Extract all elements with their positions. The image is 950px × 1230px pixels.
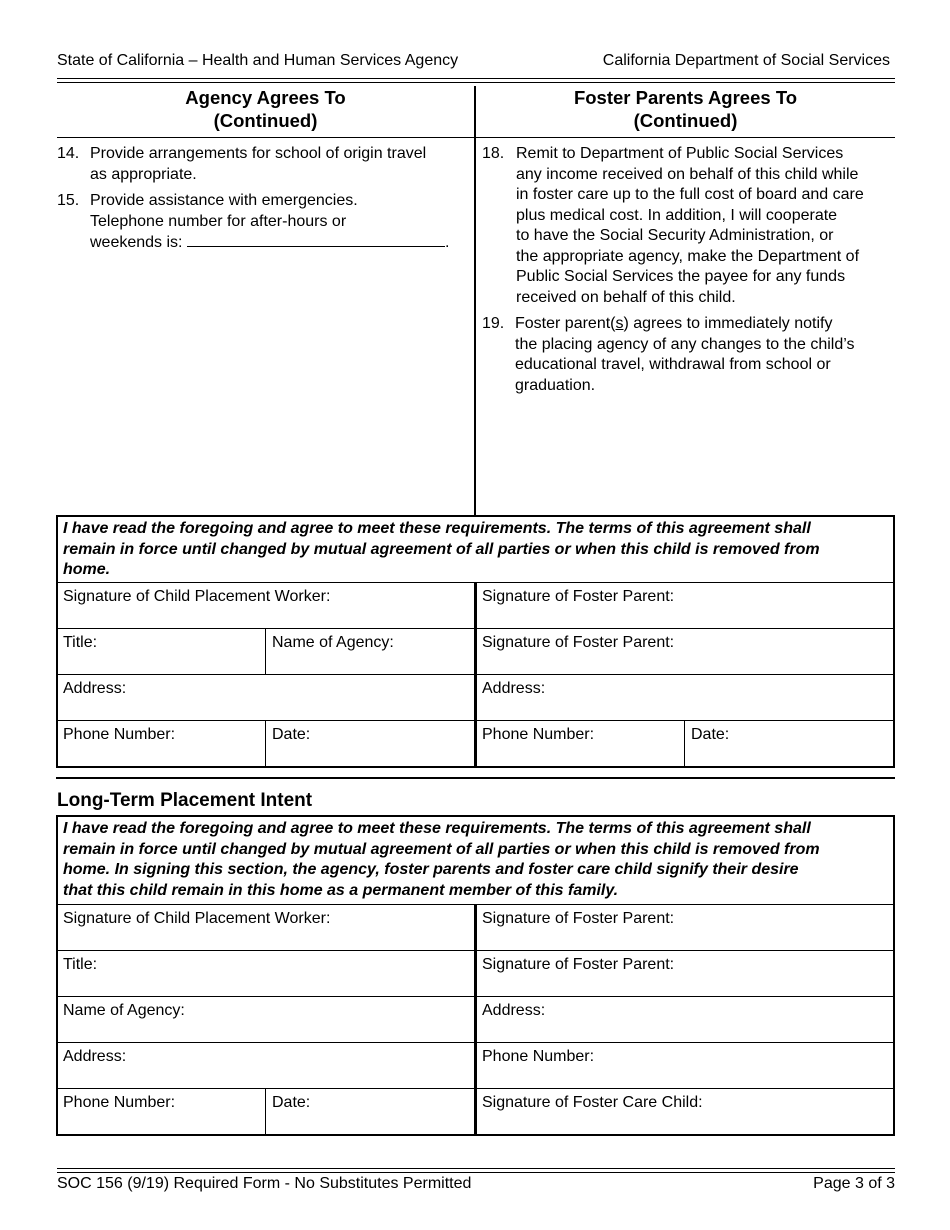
long-term-title: Long-Term Placement Intent: [57, 790, 313, 811]
lt-foster-signature-1-field[interactable]: Signature of Foster Parent:: [482, 910, 675, 927]
form-id: SOC 156 (9/19) Required Form - No Substitutes Permitted: [57, 1175, 472, 1192]
agency-item-14: 14. Provide arrangements for school of origin travel as appropriate.: [57, 145, 427, 183]
footer-rule: [57, 1168, 895, 1173]
agency-item-15: 15. Provide assistance with emergencies. Telephone number for after-hours or weekends is: .: [57, 192, 450, 251]
worker-signature-field[interactable]: Signature of Child Placement Worker:: [63, 588, 331, 605]
lt-foster-address-field[interactable]: Address:: [482, 1002, 546, 1019]
lt-agency-address-field[interactable]: Address:: [63, 1048, 127, 1065]
heading-rule: [57, 137, 895, 138]
emergency-phone-blank: [187, 232, 445, 247]
foster-heading: Foster Parents Agrees To (Continued): [573, 87, 798, 131]
foster-item-18: 18. Remit to Department of Public Social Services any income received on behalf of this child while in foster care up to the full cost of board and care plus medical cost. In addition, I will cooperate to have the Social Security Administration, or the appropriate agency, make the Department of Public Social Services the payee for any funds received on behalf of this child.: [482, 145, 864, 306]
agency-header: State of California – Health and Human Services Agency: [57, 52, 459, 69]
department-header: California Department of Social Services: [602, 52, 890, 69]
foster-phone-field[interactable]: Phone Number:: [482, 726, 595, 743]
foster-item-19: 19. Foster parent(s) agrees to immediately notify the placing agency of any changes to the child’s educational travel, withdrawal from school or graduation.: [482, 315, 855, 394]
agency-phone-field[interactable]: Phone Number:: [63, 726, 176, 743]
lt-title-field[interactable]: Title:: [63, 956, 98, 973]
lt-child-signature-field[interactable]: Signature of Foster Care Child:: [482, 1094, 703, 1111]
lt-foster-signature-2-field[interactable]: Signature of Foster Parent:: [482, 956, 675, 973]
agency-date-field[interactable]: Date:: [272, 726, 311, 743]
lt-foster-phone-field[interactable]: Phone Number:: [482, 1048, 595, 1065]
agency-address-field[interactable]: Address:: [63, 680, 127, 697]
agreement-top-rule: [56, 515, 895, 517]
lt-agency-name-field[interactable]: Name of Agency:: [63, 1002, 185, 1019]
column-divider: [474, 86, 476, 516]
agreement-statement: I have read the foregoing and agree to meet these requirements. The terms of this agreement shall remain in force until changed by mutual agreement of all parties or when this child is removed from home.: [63, 520, 820, 578]
foster-signature-2-field[interactable]: Signature of Foster Parent:: [482, 634, 675, 651]
lt-agency-phone-field[interactable]: Phone Number:: [63, 1094, 176, 1111]
agency-heading: Agency Agrees To (Continued): [185, 87, 346, 131]
agency-name-field[interactable]: Name of Agency:: [272, 634, 394, 651]
lt-agency-date-field[interactable]: Date:: [272, 1094, 311, 1111]
lt-worker-signature-field[interactable]: Signature of Child Placement Worker:: [63, 910, 331, 927]
long-term-statement: I have read the foregoing and agree to meet these requirements. The terms of this agreement shall remain in force until changed by mutual agreement of all parties or when this child is removed from home. In signing this section, the agency, foster parents and foster care child signify their desire that this child remain in this home as a permanent member of this family.: [63, 820, 820, 899]
header-rule: [57, 78, 895, 83]
foster-date-field[interactable]: Date:: [691, 726, 730, 743]
foster-address-field[interactable]: Address:: [482, 680, 546, 697]
section-rule: [56, 777, 895, 779]
page-number: Page 3 of 3: [813, 1175, 895, 1192]
foster-signature-1-field[interactable]: Signature of Foster Parent:: [482, 588, 675, 605]
title-field[interactable]: Title:: [63, 634, 98, 651]
